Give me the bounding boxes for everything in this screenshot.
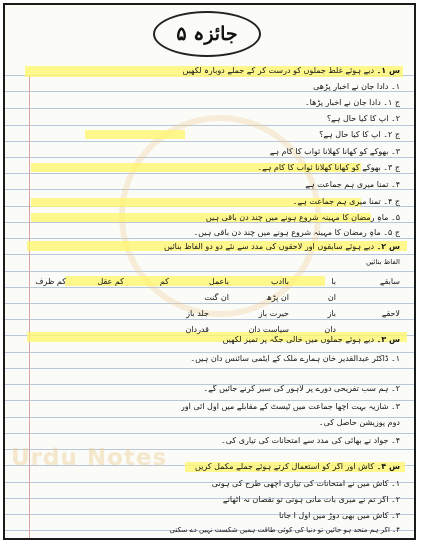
q1-item-wrong xyxy=(313,83,400,91)
q4-prompt: کاش اور اگر کو استعمال کرتے ہوئے جملے مکمل کریں xyxy=(195,463,375,471)
q1-item-right: ج ۱۔ دادا جان نے اخبار پڑھا۔ xyxy=(304,99,400,107)
item-number: ۴۔ xyxy=(392,527,400,534)
item-number: ۴۔ xyxy=(383,198,393,206)
q1-item-right: ج ۴۔ تمنا میری ہم جماعت ہے۔ xyxy=(292,198,400,206)
ruled-line xyxy=(5,417,414,418)
q1-item-right: ج ۳۔ بھوکے کو کھانا کھلانا ثواب کا کام ہے۔ xyxy=(257,164,400,172)
ruled-line xyxy=(5,400,414,401)
item-number: ۲۔ xyxy=(391,115,400,123)
ruled-line xyxy=(5,108,414,109)
watermark-text: Urdu Notes xyxy=(11,445,168,471)
prefix-word: کم xyxy=(159,277,169,286)
q2-prompt: دیے ہوئے سابقوں اور لاحقوں کی مدد سے نئے دو دو الفاظ بنائیں xyxy=(163,243,375,251)
item-text: تم نے میری بات مانی ہوتی تو نقصان نہ اٹھاتے xyxy=(222,496,376,504)
item-number: ۴۔ xyxy=(391,181,400,189)
suffix-row-label: لاحقے xyxy=(381,309,400,318)
item-text: جواد نے بھائی کی مدد سے امتحانات کی تیاری کی۔ xyxy=(221,437,389,445)
prefix-example: باعمل xyxy=(208,277,229,286)
suffix-example: جلد باز xyxy=(186,309,209,318)
q3-prompt: دیے ہوئے جملوں میں خالی جگہ پر تمیز لکھیں xyxy=(222,336,375,344)
item-number: ۲۔ xyxy=(391,496,400,504)
worksheet-page xyxy=(3,3,416,540)
suffix-example: سیاست دان xyxy=(248,325,289,334)
q2-header: الفاظ بنائیں xyxy=(365,259,400,266)
q1-item-right: ج ۵۔ ماہِ رمضان کا مہینہ شروع ہونے میں چند دن باقی ہیں۔ xyxy=(193,229,400,237)
ruled-line xyxy=(5,319,414,320)
item-text: آپ کا کیا حال ہے؟ xyxy=(326,115,389,123)
prefix-example: کم ظرف xyxy=(35,277,66,286)
item-number: ۴۔ xyxy=(391,437,400,445)
prefix-example: باادب xyxy=(271,277,289,286)
item-number: ۲۔ xyxy=(391,385,400,393)
q4-item xyxy=(212,480,400,488)
item-text: ہم سب تفریحی دورے پر لاہور کی سیر کرنے جائیں گے۔ xyxy=(203,385,389,393)
q4-item xyxy=(279,512,400,520)
q4-label: س ۴۔ xyxy=(376,463,400,471)
q1-prompt: دیے ہوئے غلط جملوں کو درست کر کے جملے دوبارہ لکھیں xyxy=(182,67,375,75)
prefix-row-label: سابقے xyxy=(379,277,400,286)
q1-item-wrong xyxy=(270,148,400,156)
q3-item xyxy=(203,385,400,393)
item-text: ڈاکٹر عبدالقدیر خان ہمارے ملک کے ایٹمی سائنس دان ہیں۔ xyxy=(190,355,389,363)
item-text: بھوکے کو کھانا کھلانا ثواب کا کام ہے xyxy=(269,148,389,156)
item-number: ۳۔ xyxy=(391,512,400,520)
ruled-line xyxy=(5,368,414,369)
q3-item xyxy=(221,437,400,445)
item-text: دادا جان نے اخبار پڑھی xyxy=(313,83,389,91)
item-keyword: کاش xyxy=(372,480,389,488)
q4-item xyxy=(223,496,400,504)
page-title: جائزہ ۵ xyxy=(176,23,238,45)
item-number: ۳۔ xyxy=(391,148,400,156)
item-text: ماہِ رمضان کا مہینہ شروع ہونے میں چند دن باقی ہیں xyxy=(205,214,389,222)
highlight xyxy=(85,130,185,139)
item-text: میں بھی دوڑ میں اول آ جاتا xyxy=(279,512,370,520)
q2-question xyxy=(164,243,400,251)
item-keyword: اگر xyxy=(380,527,390,534)
ruled-line xyxy=(5,352,414,353)
item-text: بھوکے کو کھانا کھلانا ثواب کا کام ہے۔ xyxy=(257,164,381,172)
suffix-word: دان xyxy=(324,325,336,334)
item-text: تمنا میری ہم جماعت ہے۔ xyxy=(292,198,381,206)
q1-item-right: ج ۲۔ آپ کا کیا حال ہے؟ xyxy=(319,131,400,139)
item-number: ۵۔ xyxy=(383,229,393,237)
q1-label: س ۱۔ xyxy=(376,67,400,75)
q3-question xyxy=(223,336,400,344)
q3-label: س ۳۔ xyxy=(376,336,400,344)
suffix-example: قدردان xyxy=(185,325,209,334)
item-number: ۱۔ xyxy=(391,355,400,363)
prefix-example: کم عقل xyxy=(97,277,124,286)
item-keyword: کاش xyxy=(372,512,389,520)
ruled-line xyxy=(5,433,414,434)
item-number: ۱۔ xyxy=(383,99,393,107)
ruled-line xyxy=(5,91,414,92)
suffix-example: حیرت باز xyxy=(258,309,289,318)
item-number: ۱۔ xyxy=(391,83,400,91)
q1-question xyxy=(183,67,400,75)
item-text: آپ کا کیا حال ہے؟ xyxy=(319,131,381,139)
q1-item-wrong xyxy=(206,214,400,222)
item-number: ۵۔ xyxy=(391,214,400,222)
title-badge xyxy=(153,11,261,57)
prefix-example: ان گنت xyxy=(204,293,229,302)
item-text: شازیہ بہت اچھا جماعت میں ٹیسٹ کے مقابلے میں اول آئی اور xyxy=(180,403,389,411)
q4-item xyxy=(170,527,400,534)
q3-item xyxy=(319,419,400,427)
prefix-example: ان پڑھ xyxy=(266,293,289,302)
item-text: ہم متحد ہو جائیں تو دنیا کی کوئی طاقت ہمیں شکست نہیں دے سکتی xyxy=(169,527,379,534)
item-text: ماہِ رمضان کا مہینہ شروع ہونے میں چند دن باقی ہیں۔ xyxy=(193,229,381,237)
item-text: دوم پوزیشن حاصل کی۔ xyxy=(318,419,400,427)
q2-label: س ۲۔ xyxy=(376,243,400,251)
q1-item-wrong xyxy=(327,115,400,123)
prefix-word: با xyxy=(331,277,336,286)
q3-item xyxy=(190,355,400,363)
item-number: ۲۔ xyxy=(383,131,393,139)
prefix-word: ان xyxy=(327,293,336,302)
item-text: دادا جان نے اخبار پڑھا۔ xyxy=(304,99,381,107)
item-keyword: اگر xyxy=(378,496,389,504)
q3-item xyxy=(181,403,400,411)
item-text: تمنا میری ہم جماعت ہے xyxy=(305,181,389,189)
q1-item-wrong xyxy=(305,181,400,189)
item-number: ۳۔ xyxy=(391,403,400,411)
item-text: میں نے امتحانات کی تیاری اچھی طرح کی ہوتی xyxy=(211,480,370,488)
item-number: ۳۔ xyxy=(383,164,393,172)
q4-question xyxy=(195,463,400,471)
suffix-word: باز xyxy=(327,309,336,318)
item-number: ۱۔ xyxy=(391,480,400,488)
